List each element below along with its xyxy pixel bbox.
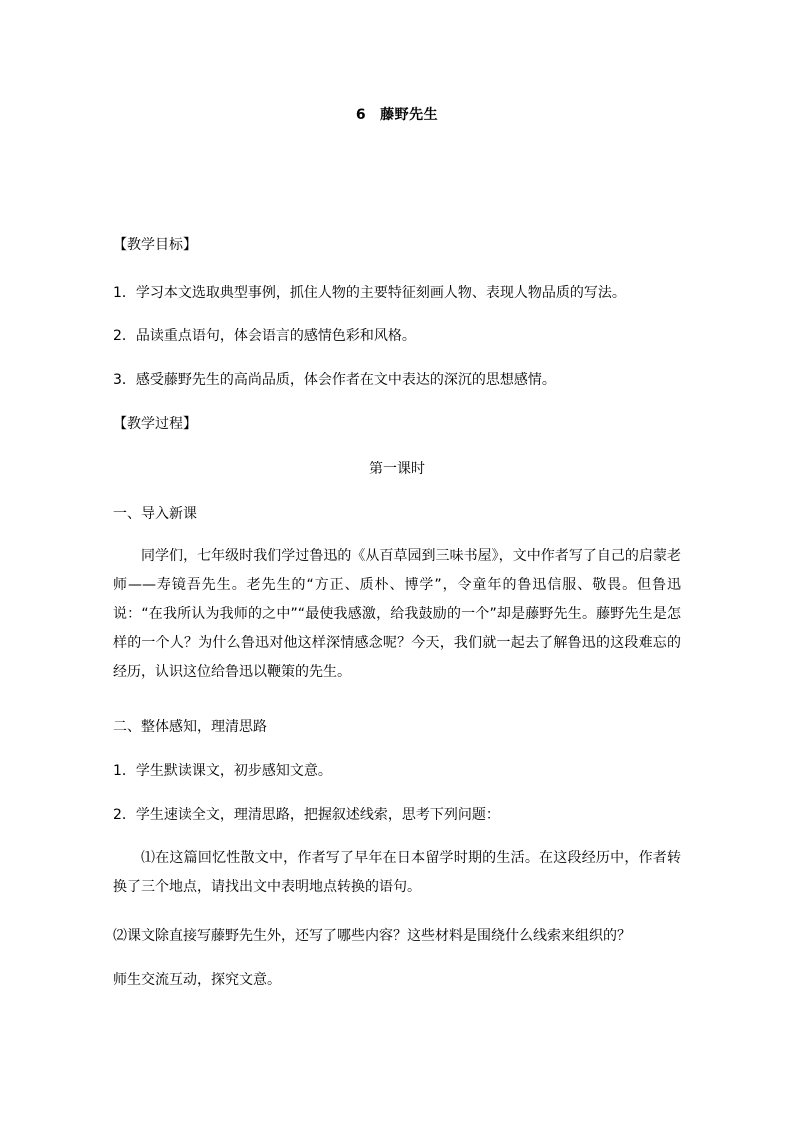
question-2: ⑵课文除直接写藤野先生外，还写了哪些内容？这些材料是围绕什么线索来组织的？: [113, 928, 631, 944]
goals-heading: 【教学目标】: [113, 237, 197, 253]
part1-paragraph: 同学们，七年级时我们学过鲁迅的《从百草园到三味书屋》，文中作者写了自己的启蒙老师——寿镜吾先生。老先生的“方正、质朴、博学”，令童年的鲁迅信服、敬畏。但鲁迅说：“在我所认为我师的之中”“最使我感激，给我鼓励的一个”却是藤野先生。藤野先生是怎样的一个人？为什么鲁迅对他这样深情感念呢？今天，我们就一起去了解鲁迅的这段难忘的经历，认识这位给鲁迅以鞭策的先生。: [113, 548, 681, 680]
title-number: 6: [355, 107, 367, 123]
part1-heading: 一、导入新课: [113, 506, 197, 522]
title-text: 藤野先生: [380, 107, 439, 123]
process-heading: 【教学过程】: [113, 416, 197, 432]
closing-line: 师生交流互动，探究文意。: [113, 972, 281, 988]
goal-item-3: 3．感受藤野先生的高尚品质，体会作者在文中表达的深沉的思想感情。: [113, 372, 556, 388]
goal-item-1: 1．学习本文选取典型事例，抓住人物的主要特征刻画人物、表现人物品质的写法。: [113, 285, 626, 301]
goal-item-2: 2．品读重点语句，体会语言的感情色彩和风格。: [113, 328, 416, 344]
part2-heading: 二、整体感知，理清思路: [113, 719, 267, 735]
page-title: [0, 104, 794, 124]
question-1: ⑴在这篇回忆性散文中，作者写了早年在日本留学时期的生活。在这段经历中，作者转换了三个地点，请找出文中表明地点转换的语句。: [113, 850, 681, 895]
part2-item-2: 2．学生速读全文，理清思路，把握叙述线索，思考下列问题：: [113, 807, 500, 823]
part2-item-1: 1．学生默读课文，初步感知文意。: [113, 763, 332, 779]
lesson-heading: 第一课时: [369, 461, 425, 477]
